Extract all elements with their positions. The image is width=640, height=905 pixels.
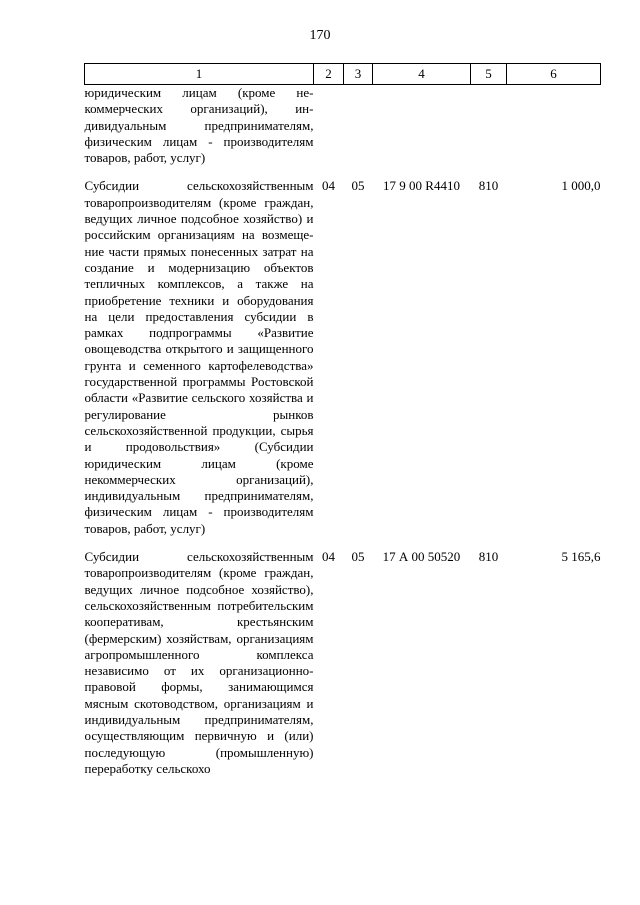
- row-target-article: [373, 85, 471, 167]
- row-target-article: 17 9 00 R4410: [383, 178, 460, 194]
- budget-table: [84, 63, 601, 777]
- column-header-4: 4: [373, 64, 471, 85]
- row-amount: 1 000,0: [561, 178, 601, 194]
- row-description: Субсидии сельскохозяйственным товаропроизводителям (кроме граждан, ведущих личное подсобное хозяйство), сельскохозяйственным потребительским кооперативам, крестьянским (фермерским) хозяйствам, организациям агропромышленного комплекса независимо от их организационно-правовой формы, занимающимся мясным скотоводством, организациям и индивидуальным предпринимателям, осуществляющим первичную и (или) последующую (промышленную) переработку сельскохо: [84, 549, 314, 776]
- row-description: Субсидии сельскохозяйственным товаропроизводителям (кроме граждан, ведущих личное подсобное хозяйство) и российским организациям на возмещение части прямых понесенных затрат на создание и модернизацию объектов тепличных комплексов, а также на приобретение техники и оборудования на цели предоставления субсидии в рамках подпрограммы «Развитие овощеводства открытого и защищенного грунта и семенного картофелеводства» государственной программы Ростовской области «Развитие сельского хозяйства и регулирование рынков сельскохозяйственной продукции, сырья и продовольствия» (Субсидии юридическим лицам (кроме некоммерческих организаций), индивидуальным предпринимателям, физическим лицам - производителям товаров, работ, услуг): [84, 178, 314, 536]
- row-subsection: [344, 85, 373, 167]
- row-expense-type: 810: [478, 549, 499, 565]
- table-header-row: [85, 64, 601, 85]
- row-expense-type: 810: [478, 178, 499, 194]
- row-spacer: [85, 537, 601, 549]
- column-header-6: 6: [507, 64, 601, 85]
- table-row: [85, 85, 601, 167]
- row-subsection: 05: [351, 549, 365, 565]
- table-row: [85, 549, 601, 777]
- column-header-5: 5: [471, 64, 507, 85]
- column-header-1: 1: [85, 64, 314, 85]
- column-header-2: 2: [314, 64, 344, 85]
- row-section: 04: [322, 178, 335, 194]
- column-header-3: 3: [344, 64, 373, 85]
- row-expense-type: [471, 85, 507, 167]
- row-amount: [507, 85, 601, 167]
- row-subsection: 05: [351, 178, 365, 194]
- table-row: [85, 178, 601, 537]
- row-spacer: [85, 166, 601, 178]
- row-section: 04: [322, 549, 335, 565]
- row-section: [314, 85, 344, 167]
- page-number: 170: [309, 28, 331, 43]
- row-target-article: 17 А 00 50520: [382, 549, 461, 565]
- row-amount: 5 165,6: [561, 549, 601, 565]
- row-description: юридическим лицам (кроме некоммерческих организаций), индивидуальным предпринимателям, физическим лицам - производителям товаров, работ, услуг): [84, 85, 314, 166]
